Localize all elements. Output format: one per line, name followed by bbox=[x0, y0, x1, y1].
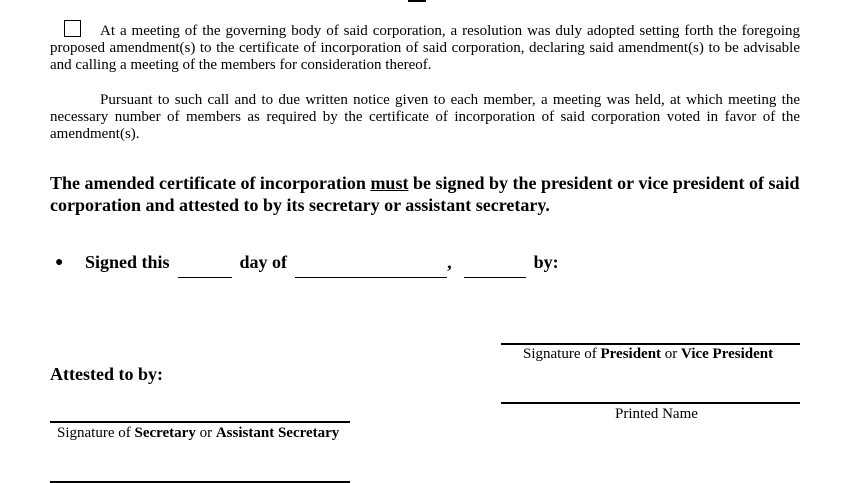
printed-name-label: Printed Name bbox=[615, 406, 698, 422]
signature-of-text: Signature of bbox=[57, 425, 135, 441]
meeting-paragraph bbox=[50, 92, 800, 143]
president-signature-label bbox=[523, 346, 773, 363]
month-field[interactable] bbox=[295, 260, 447, 278]
attested-heading: Attested to by: bbox=[50, 364, 163, 384]
resolution-text: At a meeting of the governing body of said corporation, a resolution was duly adopted setting forth the foregoing proposed amendment(s) to the certificate of incorporation of said corporation, declaring said amendment(s) to be advisable and calling a meeting of the members for consideration thereof. bbox=[50, 23, 800, 73]
resolution-paragraph bbox=[50, 20, 800, 74]
secretary-signature-label bbox=[57, 425, 339, 442]
notice-text-start: The amended certificate of incorporation bbox=[50, 173, 371, 193]
day-of-label: day of bbox=[239, 252, 288, 272]
notice-text-end: be signed by the president or vice president of said corporation and attested to by its secretary or assistant secretary. bbox=[50, 173, 800, 215]
or-text: or bbox=[195, 425, 216, 441]
meeting-text: Pursuant to such call and to due written notice given to each member, a meeting was held, at which meeting the necessary number of members as required by the certificate of incorporation of said corporation voted in favor of the amendment(s). bbox=[50, 92, 800, 142]
role-secretary: Secretary bbox=[134, 425, 196, 441]
or-text: or bbox=[661, 346, 682, 362]
year-field[interactable] bbox=[464, 260, 526, 278]
day-field[interactable] bbox=[178, 260, 232, 278]
secretary-printed-name-line[interactable] bbox=[50, 481, 350, 483]
by-label: by: bbox=[533, 252, 559, 272]
role-president: President bbox=[600, 346, 662, 362]
signed-prefix: Signed this bbox=[85, 252, 170, 272]
printed-name-line[interactable] bbox=[501, 402, 800, 404]
notice-emphasis: must bbox=[370, 173, 409, 193]
secretary-signature-line[interactable] bbox=[50, 421, 350, 423]
president-signature-line[interactable] bbox=[501, 343, 800, 345]
date-comma: , bbox=[447, 252, 452, 272]
role-assistant-secretary: Assistant Secretary bbox=[215, 425, 340, 441]
signing-notice bbox=[50, 172, 810, 216]
signed-date-line bbox=[55, 251, 559, 278]
resolution-checkbox[interactable] bbox=[64, 20, 81, 37]
role-vice-president: Vice President bbox=[681, 346, 774, 362]
page-top-rule bbox=[408, 0, 426, 2]
signature-of-text: Signature of bbox=[523, 346, 601, 362]
bullet-icon: ● bbox=[55, 255, 64, 270]
